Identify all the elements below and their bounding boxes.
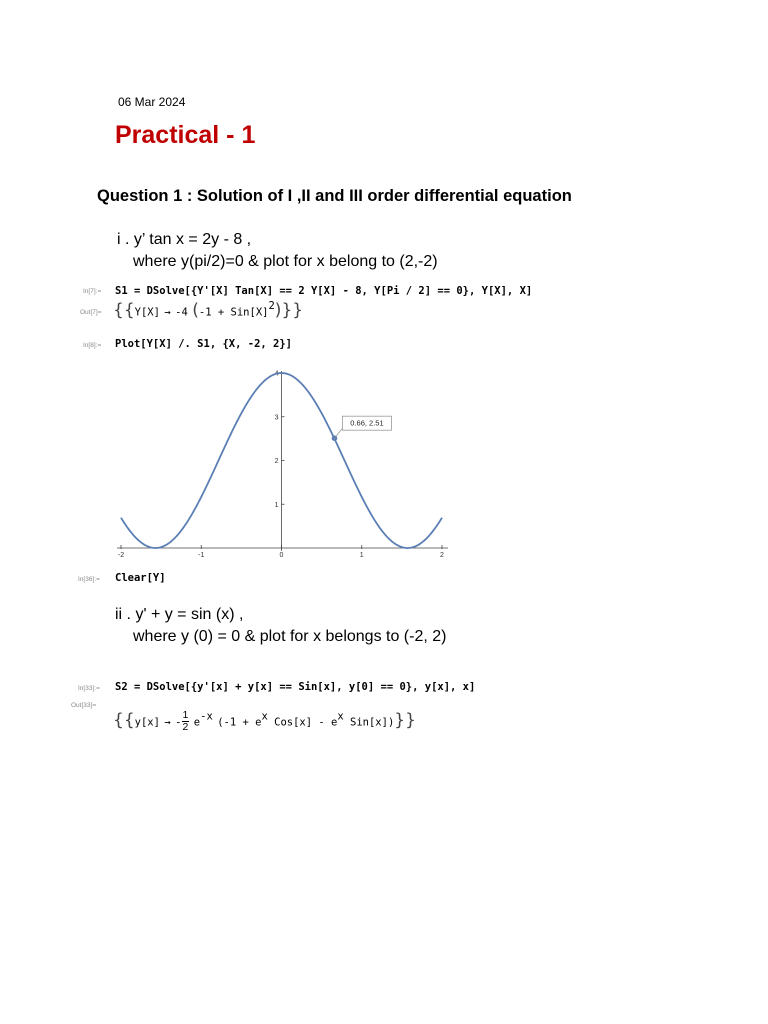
solution-inner: -1 + Sin[X] [198, 306, 269, 319]
fraction-numerator: 1 [182, 709, 189, 721]
solution-exponent: 2 [268, 300, 275, 312]
solution-term-2: Cos[x] - e [267, 716, 338, 729]
cell-label-in7: In[7]:= [83, 288, 102, 295]
problem-1-line-2: where y(pi/2)=0 & plot for x belong to (2,-2) [133, 253, 438, 270]
fraction-denominator: 2 [182, 721, 189, 733]
exp-power-3: x [337, 710, 344, 723]
cell-label-out33: Out[33]= [71, 702, 97, 709]
close-brace: }} [394, 710, 416, 731]
coordinate-tooltip [332, 416, 392, 441]
arrow-symbol: → [164, 716, 171, 729]
exp-base: e [193, 716, 201, 729]
solution-coefficient: -4 [175, 306, 188, 319]
y-tick-label-0: 1 [274, 501, 279, 509]
plot-graphic[interactable] [100, 355, 460, 565]
cell-label-in33: In[33]:= [78, 685, 100, 692]
open-paren: ( [192, 300, 199, 321]
question-heading: Question 1 : Solution of I ,II and III order differential equation [97, 187, 572, 205]
close-brace: }} [281, 300, 304, 321]
output-cell-solution-2 [113, 710, 416, 733]
tooltip-pointer [334, 428, 342, 438]
solution-term-3: Sin[x]) [343, 716, 395, 729]
problem-2-line-2: where y (0) = 0 & plot for x belongs to (-2, 2) [133, 628, 447, 645]
input-cell-plot[interactable]: Plot[Y[X] /. S1, {X, -2, 2}] [115, 338, 293, 350]
exp-power-2: x [261, 710, 268, 723]
axes [117, 371, 448, 560]
open-brace: {{ [113, 710, 135, 731]
minus-sign: - [175, 716, 182, 729]
tooltip-text: 0.66, 2.51 [350, 418, 384, 428]
exp-power-1: -x [200, 710, 213, 723]
problem-1-line-1: i . y’ tan x = 2y - 8 , [117, 231, 252, 248]
input-cell-clear[interactable]: Clear[Y] [115, 572, 166, 584]
arrow-symbol: → [164, 306, 171, 319]
open-brace: {{ [113, 300, 135, 321]
input-cell-dsolve-1[interactable]: S1 = DSolve[{Y'[X] Tan[X] == 2 Y[X] - 8, Y[Pi / 2] == 0}, Y[X], X] [115, 285, 533, 297]
date: 06 Mar 2024 [118, 95, 186, 109]
solution-term-1: (-1 + e [217, 716, 262, 729]
cell-label-in8: In[8]:= [83, 342, 102, 349]
x-tick-label-1: -1 [198, 552, 205, 559]
y-tick-label-3: 4 [274, 370, 279, 378]
input-cell-dsolve-2[interactable]: S2 = DSolve[{y'[x] + y[x] == Sin[x], y[0] == 0}, y[x], x] [115, 681, 476, 693]
cell-label-in36: In[36]:= [78, 576, 100, 583]
close-paren: ) [274, 300, 282, 321]
cell-label-out7: Out[7]= [80, 309, 102, 316]
problem-2-line-1: ii . y' + y = sin (x) , [115, 606, 244, 623]
x-tick-label-0: -2 [117, 552, 125, 559]
x-tick-label-3: 1 [359, 552, 364, 559]
page-title: Practical - 1 [115, 121, 256, 149]
fraction-one-half [182, 710, 190, 733]
solution-lhs: y[x] [134, 716, 160, 729]
y-tick-label-1: 2 [274, 458, 279, 465]
x-tick-label-2: 0 [279, 552, 284, 559]
solution-lhs: Y[X] [134, 306, 160, 319]
output-cell-solution-1 [113, 300, 303, 320]
x-tick-label-4: 2 [440, 552, 444, 559]
y-tick-label-2: 3 [274, 414, 279, 422]
